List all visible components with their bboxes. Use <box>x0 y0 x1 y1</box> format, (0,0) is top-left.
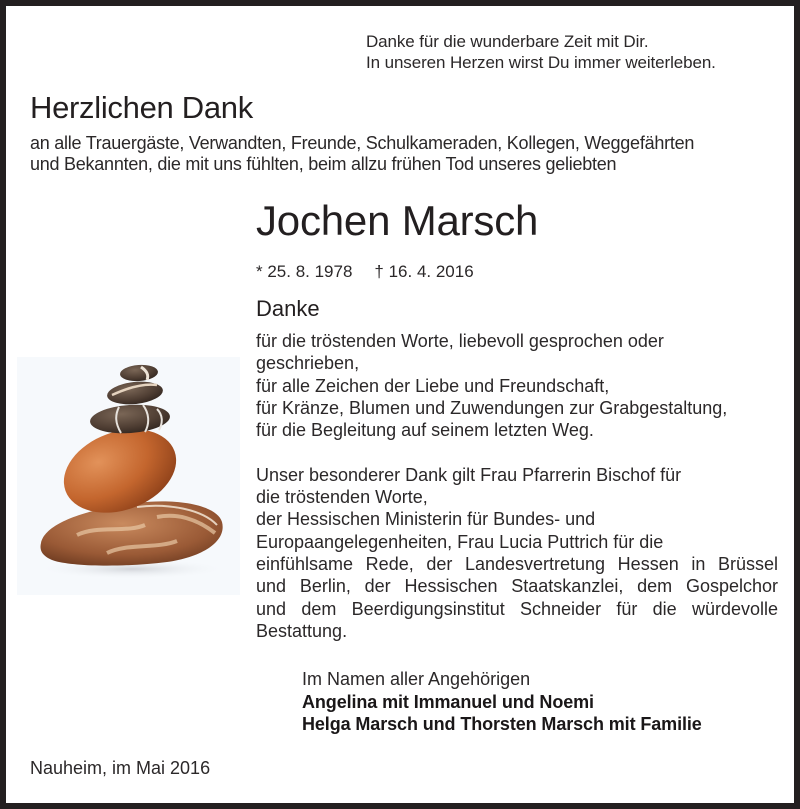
intro-line: und Bekannten, die mit uns fühlten, beim allzu frühen Tod unseres geliebten <box>30 154 617 174</box>
special-thanks-line: der Hessischen Ministerin für Bundes- und <box>256 509 596 530</box>
intro-line: an alle Trauergäste, Verwandten, Freunde, Schulkameraden, Kollegen, Weggefährten <box>30 133 695 153</box>
death-date: † 16. 4. 2016 <box>374 262 474 281</box>
place-and-date: Nauheim, im Mai 2016 <box>30 758 211 778</box>
birth-date: * 25. 8. 1978 <box>256 262 353 281</box>
signature-name: Helga Marsch und Thorsten Marsch mit Familie <box>302 714 702 734</box>
thanks-heading: Danke <box>256 296 320 321</box>
obituary-thanks-notice <box>6 6 794 803</box>
thanks-line: für die tröstenden Worte, liebevoll gesprochen oder <box>256 331 664 351</box>
memorial-quote <box>366 31 716 73</box>
signature-block <box>302 668 702 736</box>
quote-line: Danke für die wunderbare Zeit mit Dir. <box>366 32 649 51</box>
special-thanks-line: Unser besonderer Dank gilt Frau Pfarrerin Bischof für <box>256 464 682 485</box>
page-title: Herzlichen Dank <box>30 90 253 125</box>
signature-name: Angelina mit Immanuel und Noemi <box>302 691 594 712</box>
quote-line: In unseren Herzen wirst Du immer weiterleben. <box>366 53 716 72</box>
special-thanks-line: Europaangelegenheiten, Frau Lucia Puttrich für die <box>256 531 664 552</box>
special-thanks-line: und dem Beerdigungsinstitut Schneider für die würdevolle <box>256 598 778 619</box>
thanks-line: für Kränze, Blumen und Zuwendungen zur Grabgestaltung, <box>256 397 728 418</box>
stacked-stones-icon <box>17 357 240 595</box>
thanks-body <box>256 330 778 642</box>
special-thanks-line: und Berlin, der Hessischen Staatskanzlei, dem Gospelchor <box>256 576 778 597</box>
special-thanks-line: Bestattung. <box>256 620 348 641</box>
life-dates <box>256 261 474 283</box>
deceased-name: Jochen Marsch <box>256 197 539 244</box>
signature-intro: Im Namen aller Angehörigen <box>302 669 531 689</box>
special-thanks-line: einfühlsame Rede, der Landesvertretung Hessen in Brüssel <box>256 553 778 574</box>
thanks-list <box>256 330 778 441</box>
thanks-line: für alle Zeichen der Liebe und Freundschaft, <box>256 375 610 396</box>
thanks-line: für die Begleitung auf seinem letzten Weg. <box>256 420 594 441</box>
special-thanks <box>256 464 778 642</box>
special-thanks-line: die tröstenden Worte, <box>256 487 428 508</box>
thanks-line: geschrieben, <box>256 353 360 374</box>
intro-text <box>30 133 780 175</box>
